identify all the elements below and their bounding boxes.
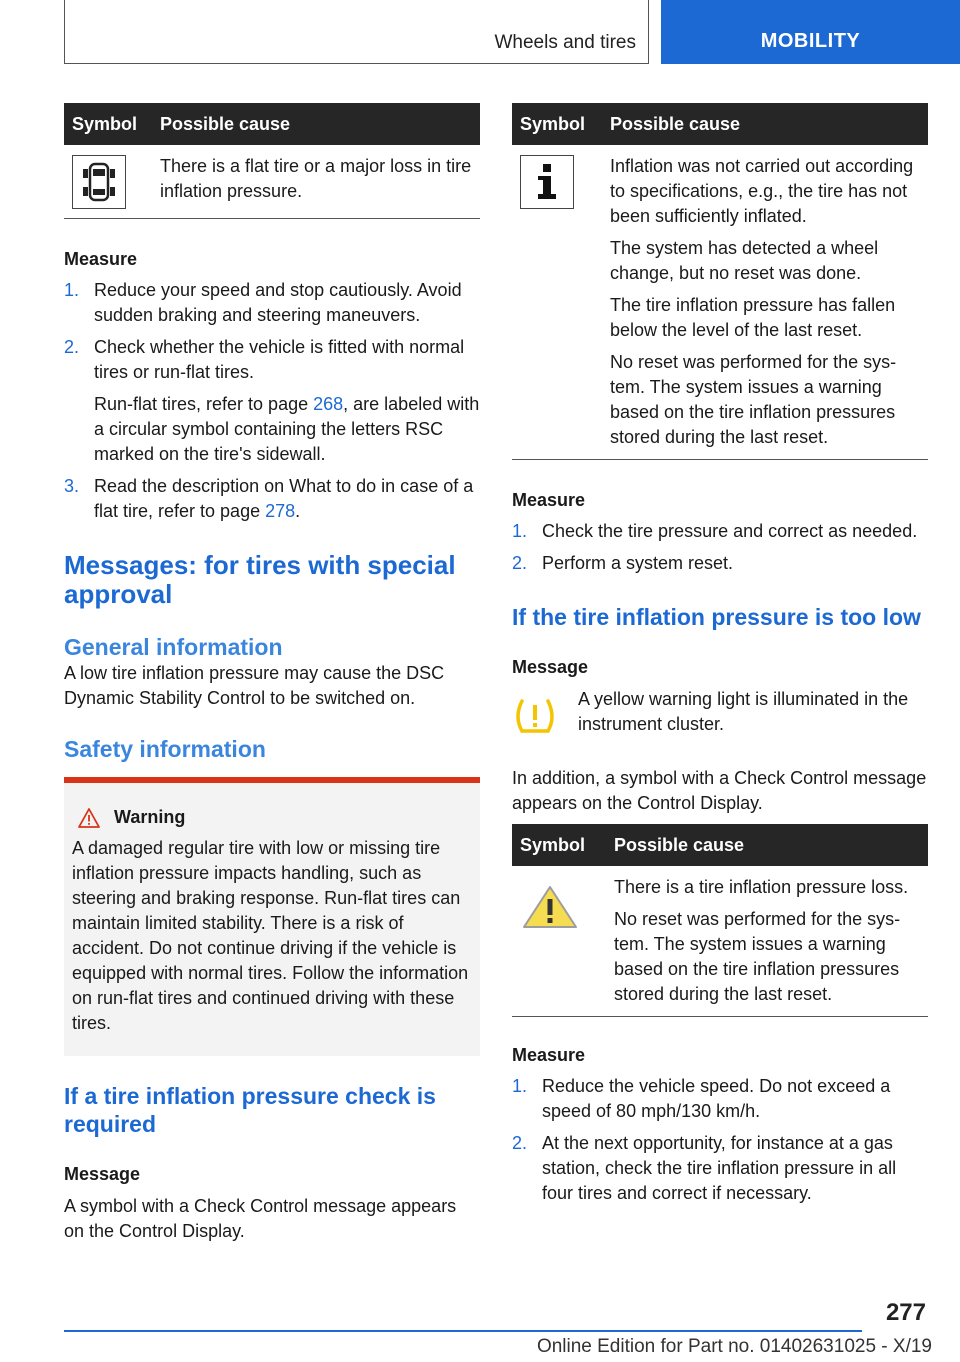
chapter-title: MOBILITY: [760, 30, 861, 52]
cause-text: Inflation was not carried out according to specifications, e.g., the tire has not been sufficiently inflated.: [610, 156, 914, 226]
general-text: A low tire inflation pressure may cause the DSC Dynamic Stability Control to be switched on.: [64, 663, 445, 708]
header-section-box: [64, 0, 649, 64]
step-number: 1.: [512, 1076, 528, 1096]
step-number: 1.: [512, 521, 528, 541]
col-symbol-header: Symbol: [512, 824, 606, 866]
cause-text: No reset was performed for the system. The system issues a warning based on the tire inflation pressures stored during the last reset.: [610, 352, 897, 447]
addition-text: In addition, a symbol with a Check Control message appears on the Control Display.: [512, 768, 927, 813]
step-number: 3.: [64, 476, 80, 496]
subsection-heading: If the tire inflation pressure is too low: [512, 604, 921, 630]
chapter-tab[interactable]: [661, 0, 960, 64]
warning-title: Warning: [114, 807, 186, 827]
list-item: [64, 278, 480, 328]
info-icon: [520, 155, 574, 209]
step-note-text: , are labeled with a circular symbol containing the letters RSC marked on the tire's sidewall.: [94, 394, 480, 464]
step-note: [94, 392, 480, 467]
step-number: 1.: [64, 280, 80, 300]
message-row: [512, 687, 928, 744]
col-symbol-header: Symbol: [512, 103, 602, 145]
cause-text: No reset was performed for the system. The system issues a warning based on the tire inflation pressures stored during the last reset.: [614, 909, 901, 1004]
step-text: Reduce the vehicle speed. Do not exceed a speed of 80 mph/130 km/h.: [542, 1076, 891, 1121]
measure-steps: [512, 1074, 928, 1206]
subsection-heading: General information: [64, 634, 283, 660]
list-item: [64, 474, 480, 524]
left-column: [64, 103, 480, 1244]
col-symbol-header: Symbol: [64, 103, 152, 145]
pressure-loss-table: [512, 824, 928, 1017]
cause-text: The tire inflation pressure has fallen below the level of the last reset.: [610, 295, 896, 340]
warning-triangle-icon: [78, 808, 100, 828]
cause-text: The system has detected a wheel change, but no reset was done.: [610, 238, 879, 283]
inflation-causes-table: [512, 103, 928, 460]
measure-steps: [512, 519, 928, 576]
step-text: Perform a system reset.: [542, 553, 734, 573]
measure-steps: [64, 278, 480, 524]
footer-edition: Online Edition for Part no. 01402631025 - X/19: [536, 1336, 932, 1357]
step-text: [94, 474, 480, 524]
message-text: A symbol with a Check Control message appears on the Control Display.: [64, 1196, 457, 1241]
measure-label: Measure: [64, 249, 138, 269]
step-text: Check whether the vehicle is fitted with normal tires or run-flat tires.: [94, 337, 465, 382]
footer-divider: [64, 1330, 862, 1332]
measure-label: Measure: [512, 1045, 586, 1065]
table-row: [64, 145, 480, 219]
step-text-part: .: [295, 501, 301, 521]
cause-text: There is a tire inflation pressure loss.: [614, 877, 909, 897]
page-link-268[interactable]: 268: [313, 394, 344, 414]
step-text: At the next opportunity, for instance at a gas station, check the tire inflation pressure in all four tires and correct if necessary.: [542, 1133, 897, 1203]
measure-label: Measure: [512, 490, 586, 510]
right-column: [512, 103, 928, 1213]
message-light-text: A yellow warning light is illuminated in the instrument cluster.: [578, 689, 909, 734]
step-number: 2.: [512, 1133, 528, 1153]
warning-text: A damaged regular tire with low or missing tire inflation pressure impacts handling, such as steering and braking response. Run-flat tires can maintain limited stability. There is a risk of accident. Do not continue driving if the vehicle is equipped with normal tires. Follow the information on run-flat tires and continued driving with these tires.: [72, 838, 469, 1033]
table-row: [512, 866, 928, 1017]
section-heading: Messages: for tires with special approval: [64, 550, 456, 609]
page-link-278[interactable]: 278: [265, 501, 296, 521]
page-number: 277: [885, 1299, 926, 1326]
yellow-tire-pressure-warning-icon: [512, 721, 558, 741]
list-item: [512, 1074, 928, 1124]
step-number: 2.: [64, 337, 80, 357]
warning-triangle-icon: [520, 875, 598, 938]
col-cause-header: Possible cause: [606, 824, 928, 866]
step-number: 2.: [512, 553, 528, 573]
flat-tire-car-icon: [72, 155, 126, 209]
subsection-heading: If a tire inflation pressure check is required: [64, 1083, 436, 1137]
step-note-text: Run-flat tires, refer to page: [94, 394, 314, 414]
section-title: Wheels and tires: [494, 32, 636, 53]
flat-tire-table: [64, 103, 480, 219]
step-text: Reduce your speed and stop cautiously. Avoid sudden braking and steering maneuvers.: [94, 280, 462, 325]
subsection-heading: Safety information: [64, 736, 266, 762]
table-row: [512, 145, 928, 460]
col-cause-header: Possible cause: [152, 103, 480, 145]
message-label: Message: [64, 1164, 141, 1184]
message-label: Message: [512, 657, 589, 677]
list-item: [512, 551, 928, 576]
list-item: [512, 1131, 928, 1206]
step-text: Check the tire pressure and correct as needed.: [542, 521, 918, 541]
cause-text: There is a flat tire or a major loss in tire inflation pressure.: [160, 156, 472, 201]
step-text-part: Read the description on What to do in case of a flat tire, refer to page: [94, 476, 474, 521]
list-item: [512, 519, 928, 544]
list-item: [64, 335, 480, 467]
col-cause-header: Possible cause: [602, 103, 928, 145]
warning-box: [64, 777, 480, 1056]
